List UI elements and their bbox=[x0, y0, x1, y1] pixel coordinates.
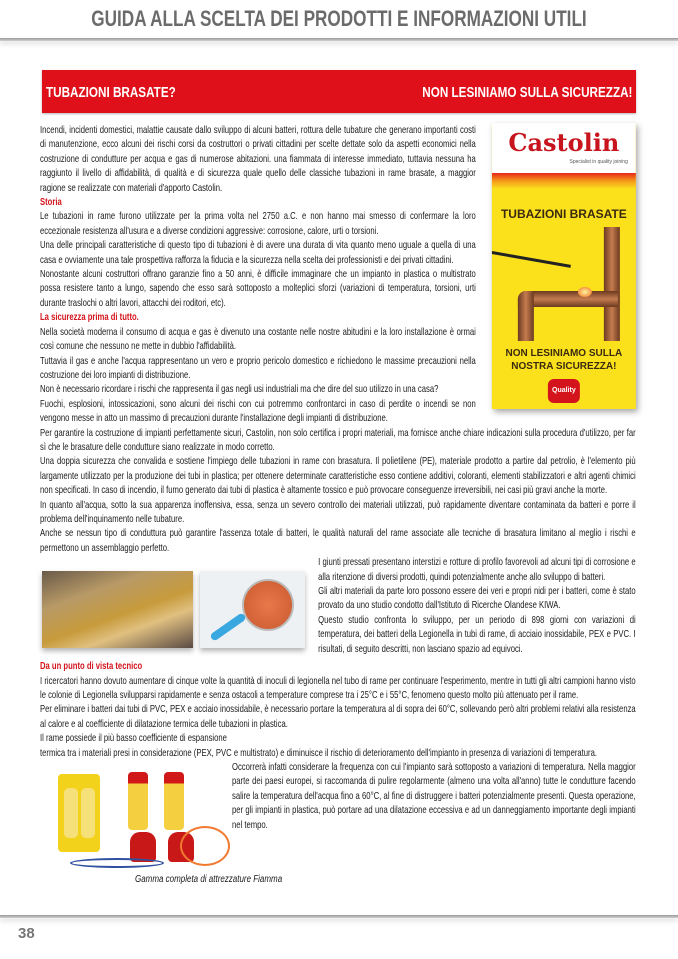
paragraph: Gli altri materiali da parte loro possono essere dei veri e propri nidi per i batteri, come è stato provato da uno studio condotto dall'Istituto di Ricerche Olandese KIWA. bbox=[318, 585, 636, 612]
banner-left-text: TUBAZIONI BRASATE? bbox=[46, 84, 176, 101]
paragraph: I giunti pressati presentano interstizi e rotture di profilo favorevoli ad alcuni tipi di corrosione e alla ritenzione di diversi prodotti, quindi potenzialmente anche allo sviluppo di batteri. bbox=[318, 556, 636, 583]
intro-paragraph: Incendi, incidenti domestici, malattie causate dallo sviluppo di alcuni batteri, rottura delle tubature che generano importanti costi di manutenzione, ecco alcuni dei rischi corsi da costruttori o privati cittadini per scelte dettate solo da aspetti economici nella costruzione di condutture per acqua e gas di numerose abitazioni. una fiammata di interesse immediato, tuttavia nessuna ha raggiunto il livello di affidabilità, di qualità e di sicurezza quale quello delle classiche tubazioni in rame brasate, a maggior ragione se realizzate con materiali d'apporto Castolin. bbox=[40, 124, 476, 194]
paragraph: termica tra i materiali presi in considerazione (PEX, PVC e multistrato) e diminuisce il rischio di deterioramento dell'impianto in presenza di variazioni di temperatura. bbox=[40, 746, 597, 759]
footer-rule bbox=[0, 915, 678, 918]
torch-equipment-photo bbox=[50, 766, 230, 874]
storia-heading: Storia bbox=[40, 196, 62, 209]
ad-slogan: NON LESINIAMO SULLA NOSTRA SICUREZZA! bbox=[505, 348, 623, 372]
article-body bbox=[40, 123, 636, 890]
magnifier-icon bbox=[242, 579, 294, 631]
sicurezza-heading: La sicurezza prima di tutto. bbox=[40, 311, 139, 324]
paragraph: Questo studio confronta lo sviluppo, per un periodo di 898 giorni con variazioni di temperatura, dei batteri della Legionella in tubi di rame, di acciaio inossidabile, PEX e PVC. I risultati, di seguito descritti, non lasciano spazio ad equivoci. bbox=[318, 613, 636, 655]
paragraph: Tuttavia il gas e anche l'acqua rappresentano un vero e proprio pericolo domestico e richiedono le massime precauzioni nella costruzione dei loro impianti di distribuzione. bbox=[40, 354, 476, 381]
page-header-title: GUIDA ALLA SCELTA DEI PRODOTTI E INFORMAZIONI UTILI bbox=[91, 6, 587, 31]
castolin-ad-image bbox=[492, 123, 636, 409]
image-caption: Gamma completa di attrezzature Fiamma bbox=[134, 874, 283, 886]
header-rule bbox=[0, 38, 678, 41]
paragraph: Non è necessario ricordare i rischi che rappresenta il gas negli usi industriali ma che dire del suo utilizzo in una casa? bbox=[40, 383, 439, 396]
paragraph: Fuochi, esplosioni, intossicazioni, sono alcuni dei rischi con cui potremmo confrontarci in caso di perdite o incendi se non vengono messe in atto un massimo di precauzioni durante l'installazione degli impianti di distribuzione. bbox=[40, 397, 476, 425]
quality-badge-icon: Quality bbox=[548, 379, 580, 403]
banner-right-text: NON LESINIAMO SULLA SICUREZZA! bbox=[421, 84, 632, 101]
paragraph: Anche se nessun tipo di conduttura può garantire l'assenza totale di batteri, le qualità naturali del rame associate alle tecniche di brasatura limitano al meglio i rischi e permettono un assemblaggio perfetto. bbox=[40, 527, 636, 554]
page-number: 38 bbox=[18, 925, 35, 942]
ad-title: TUBAZIONI BRASATE bbox=[500, 207, 627, 221]
castolin-logo: Castolin bbox=[508, 128, 620, 157]
section-banner bbox=[42, 70, 636, 113]
paragraph: I ricercatori hanno dovuto aumentare di cinque volte la quantità di inoculi di legionella nel tubo di rame per continuare l'esperimento, mentre in tutti gli altri campioni hanno visto le colonie di Legionella svilupparsi rapidamente e senza ostacoli a temperature comprese tra i 25°C e i 55°C, fenomeno questo molto più attenuato per il rame. bbox=[40, 674, 636, 701]
castolin-ad-slot bbox=[476, 123, 636, 415]
paragraph: Per garantire la costruzione di impianti perfettamente sicuri, Castolin, non solo certifica i propri materiali, ma fornisce anche chiare indicazioni sulla procedura d'utilizzo, per far sì che le brasature delle condutture siano realizzate in modo corretto. bbox=[40, 426, 636, 453]
paragraph: Per eliminare i batteri dai tubi di PVC, PEX e acciaio inossidabile, è necessario portare la temperatura al di sopra dei 60°C, sollevando però altri problemi relativi alla resistenza al calore e al coefficiente di dilatazione termica delle tubazioni in plastica. bbox=[40, 703, 636, 730]
paragraph: Nella società moderna il consumo di acqua e gas è divenuto una costante nelle nostre abitudini e la loro installazione è ormai così comune che nessuno ne mette in dubbio l'affidabilità. bbox=[40, 325, 476, 353]
flame-icon bbox=[578, 287, 592, 297]
paragraph: Una doppia sicurezza che convalida e sostiene l'impiego delle tubazioni in rame con brasatura. Il polietilene (PE), materiale prodotto a partire dal petrolio, è l'elemento più largamente utilizzato per la produzione dei tubi in plastica; per ottenere determinate caratteristiche esso contiene additivi, coloranti, elementi stabilizzatori e altri agenti chimici non specificati. In caso di incendio, il fumo generato dai tubi di plastica è altamente tossico e può provocare conseguenze irreversibili, nei casi più gravi anche la morte. bbox=[40, 455, 636, 497]
copper-pipe-icon bbox=[518, 291, 534, 341]
photos-slot bbox=[40, 555, 318, 659]
castolin-tagline: Specialist in quality joining bbox=[569, 159, 628, 165]
torch-icon bbox=[492, 251, 571, 268]
paragraph: Una delle principali caratteristiche di questo tipo di tubazioni è di avere una durata di vita quanto meno uguale a quella di una casa e ovviamente una tale prospettiva rafforza la fiducia e la sicurezza nella scelta dei professionisti e dei privati cittadini. bbox=[40, 239, 476, 266]
tecnico-heading: Da un punto di vista tecnico bbox=[40, 660, 143, 673]
paragraph: Nonostante alcuni costruttori offrano garanzie fino a 50 anni, è difficile immaginare che un impianto in plastica o multistrato possa resistere tanto a lungo, sapendo che esso sarà sottoposto a molteplici sforzi (variazioni di temperatura, torsioni, urti durante traslochi o altri lavori, attacchi dei roditori, etc). bbox=[40, 268, 476, 309]
corroded-pipe-photo bbox=[42, 571, 193, 648]
bacteria-pipe-illustration bbox=[200, 571, 305, 648]
tools-slot bbox=[40, 760, 283, 890]
paragraph: Occorrerà infatti considerare la frequenza con cui l'impianto sarà sottoposto a variazioni di temperatura. Nella maggior parte dei paesi europei, si raccomanda di pulire regolarmente (almeno una volta all'anno) tutte le condutture facendo salire la temperatura dell'acqua fino a 60°C, al fine di distruggere i batteri potenzialmente presenti. Questa operazione, per gli impianti in plastica, può portare ad una dilatazione eccessiva e ad un danneggiamento importante degli impianti nel tempo. bbox=[231, 761, 636, 831]
paragraph: Il rame possiede il più basso coefficiente di espansione bbox=[40, 732, 227, 745]
paragraph: Le tubazioni in rame furono utilizzate per la prima volta nel 2750 a.C. e non hanno mai smesso di confermare la loro eccezionale resistenza all'usura e a diverse condizioni aggressive: corrosione, calore, urti o torsioni. bbox=[40, 210, 476, 237]
paragraph: In quanto all'acqua, sotto la sua apparenza inoffensiva, essa, senza un severo controllo dei materiali utilizzati, può rapidamente diventare contaminata da batteri e porre il problema dell'inquinamento nelle tubature. bbox=[40, 498, 636, 525]
